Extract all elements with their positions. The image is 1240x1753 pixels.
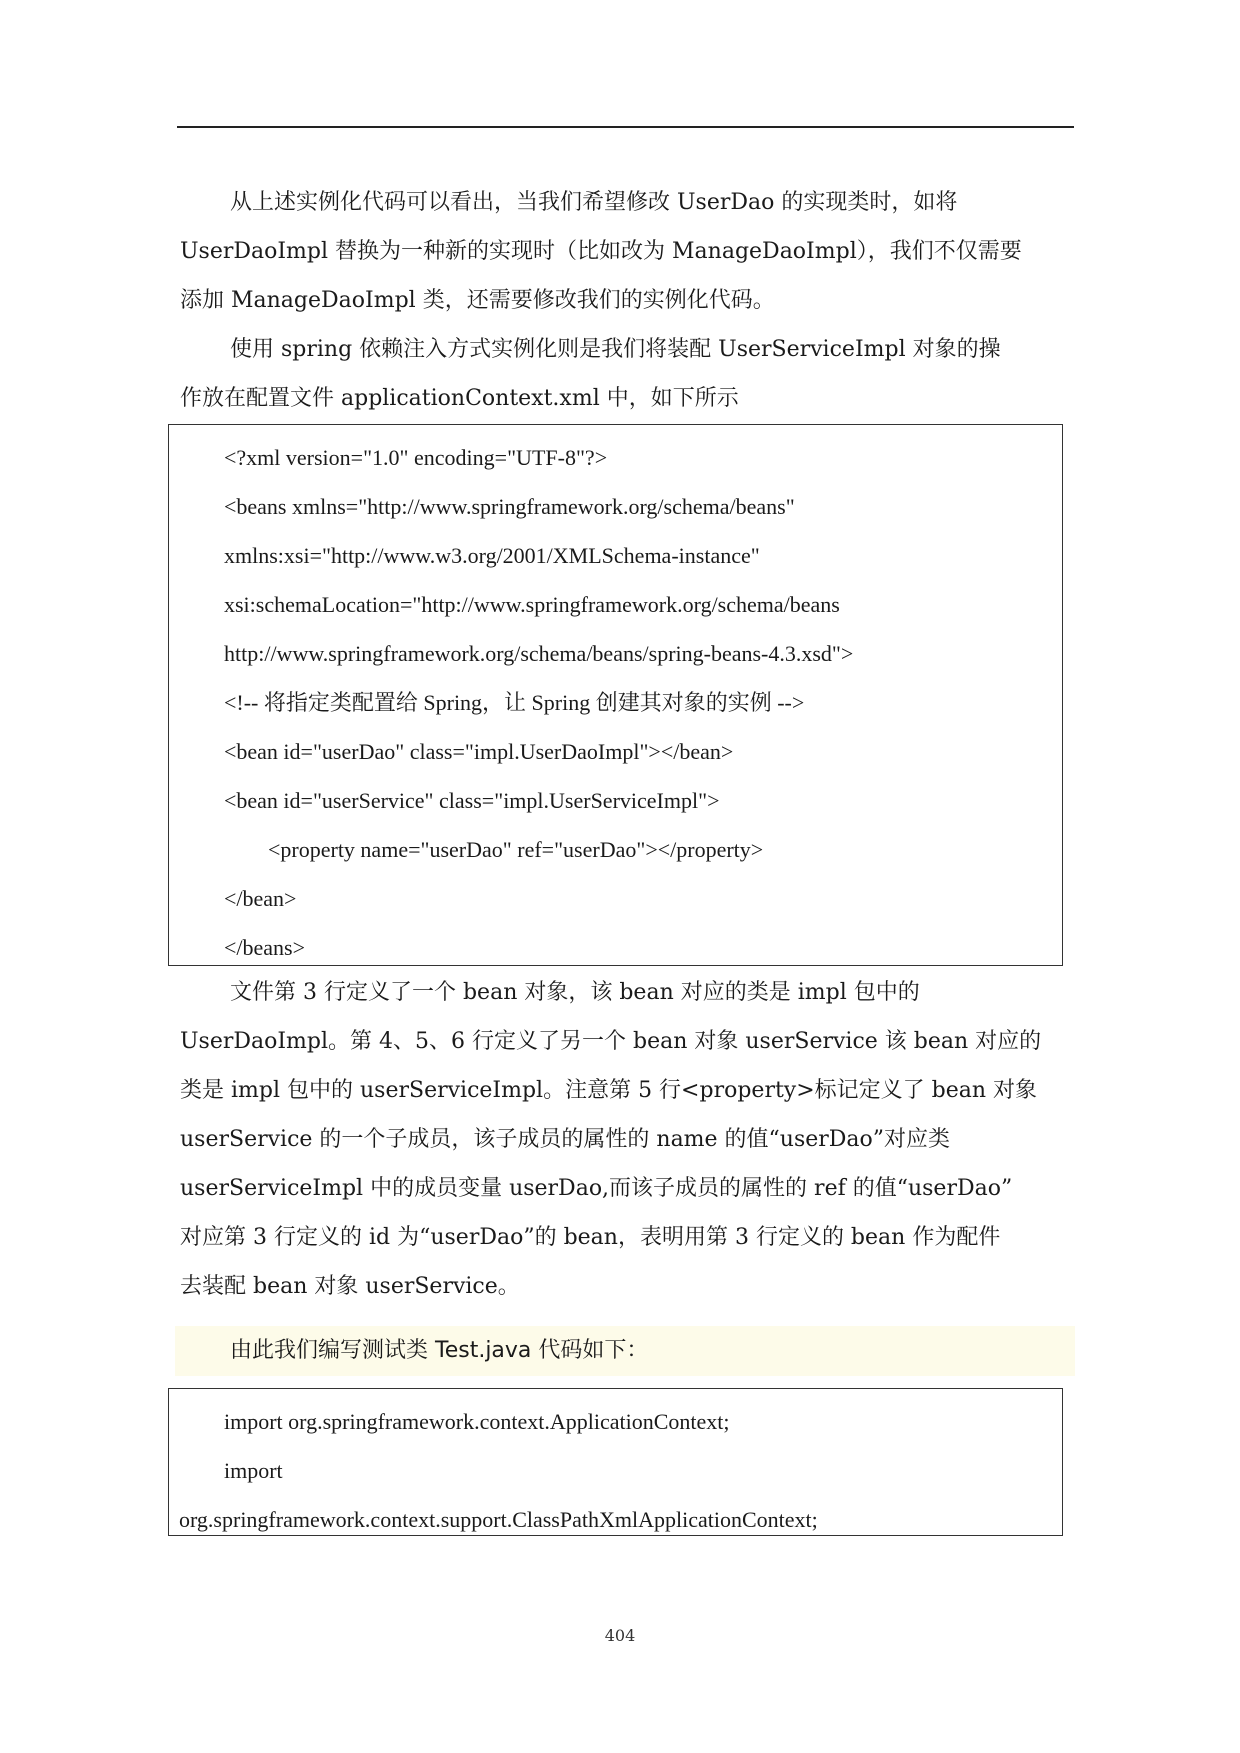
paragraph-line: userService 的一个子成员，该子成员的属性的 name 的值“userDao”对应类 — [180, 1127, 951, 1152]
code-line: <beans xmlns="http://www.springframework.org/schema/beans" — [224, 494, 795, 519]
paragraph-line: 去装配 bean 对象 userService。 — [180, 1274, 520, 1299]
code-line: <bean id="userService" class="impl.UserServiceImpl"> — [224, 788, 720, 813]
java-code-box — [168, 1388, 1063, 1536]
class-name: Test.java — [435, 1338, 532, 1363]
paragraph-intro — [180, 178, 1070, 325]
text-suffix: 代码如下： — [531, 1338, 649, 1363]
code-line: xmlns:xsi="http://www.w3.org/2001/XMLSchema-instance" — [224, 543, 760, 568]
code-line: <!-- 将指定类配置给 Spring，让 Spring 创建其对象的实例 --> — [224, 690, 805, 715]
code-line: xsi:schemaLocation="http://www.springframework.org/schema/beans — [224, 592, 840, 617]
paragraph-explanation — [180, 968, 1070, 1311]
paragraph-spring — [180, 325, 1070, 423]
paragraph-line: 添加 ManageDaoImpl 类，还需要修改我们的实例化代码。 — [180, 288, 775, 313]
code-line: http://www.springframework.org/schema/beans/spring-beans-4.3.xsd"> — [224, 641, 854, 666]
paragraph-line: 对应第 3 行定义的 id 为“userDao”的 bean，表明用第 3 行定义的 bean 作为配件 — [180, 1225, 1001, 1250]
paragraph-line: UserDaoImpl 替换为一种新的实现时（比如改为 ManageDaoImpl），我们不仅需要 — [180, 239, 1022, 264]
paragraph-line: 类是 impl 包中的 userServiceImpl。注意第 5 行<property>标记定义了 bean 对象 — [180, 1078, 1038, 1103]
paragraph-line: 从上述实例化代码可以看出，当我们希望修改 UserDao 的实现类时，如将 — [230, 190, 958, 215]
header-rule — [177, 126, 1074, 128]
text-prefix: 由此我们编写测试类 — [230, 1338, 435, 1363]
code-line: org.springframework.context.support.ClassPathXmlApplicationContext; — [179, 1507, 818, 1532]
code-line: <property name="userDao" ref="userDao"></property> — [268, 837, 764, 862]
paragraph-line: userServiceImpl 中的成员变量 userDao,而该子成员的属性的 ref 的值“userDao” — [180, 1176, 1013, 1201]
code-line: import — [224, 1458, 283, 1483]
code-line: <bean id="userDao" class="impl.UserDaoImpl"></bean> — [224, 739, 734, 764]
paragraph-line — [180, 1326, 1070, 1375]
paragraph-line: 文件第 3 行定义了一个 bean 对象，该 bean 对应的类是 impl 包中的 — [230, 980, 920, 1005]
paragraph-line: 使用 spring 依赖注入方式实例化则是我们将装配 UserServiceImpl 对象的操 — [230, 337, 1001, 362]
xml-code-box — [168, 424, 1063, 966]
page-number: 404 — [604, 1626, 636, 1645]
code-line: </beans> — [224, 935, 306, 960]
paragraph-test-class — [180, 1326, 1070, 1375]
paragraph-line: UserDaoImpl。第 4、5、6 行定义了另一个 bean 对象 userService 该 bean 对应的 — [180, 1029, 1042, 1054]
code-line: import org.springframework.context.ApplicationContext; — [224, 1409, 730, 1434]
paragraph-line: 作放在配置文件 applicationContext.xml 中，如下所示 — [180, 386, 739, 411]
code-line: </bean> — [224, 886, 297, 911]
code-line: <?xml version="1.0" encoding="UTF-8"?> — [224, 445, 608, 470]
